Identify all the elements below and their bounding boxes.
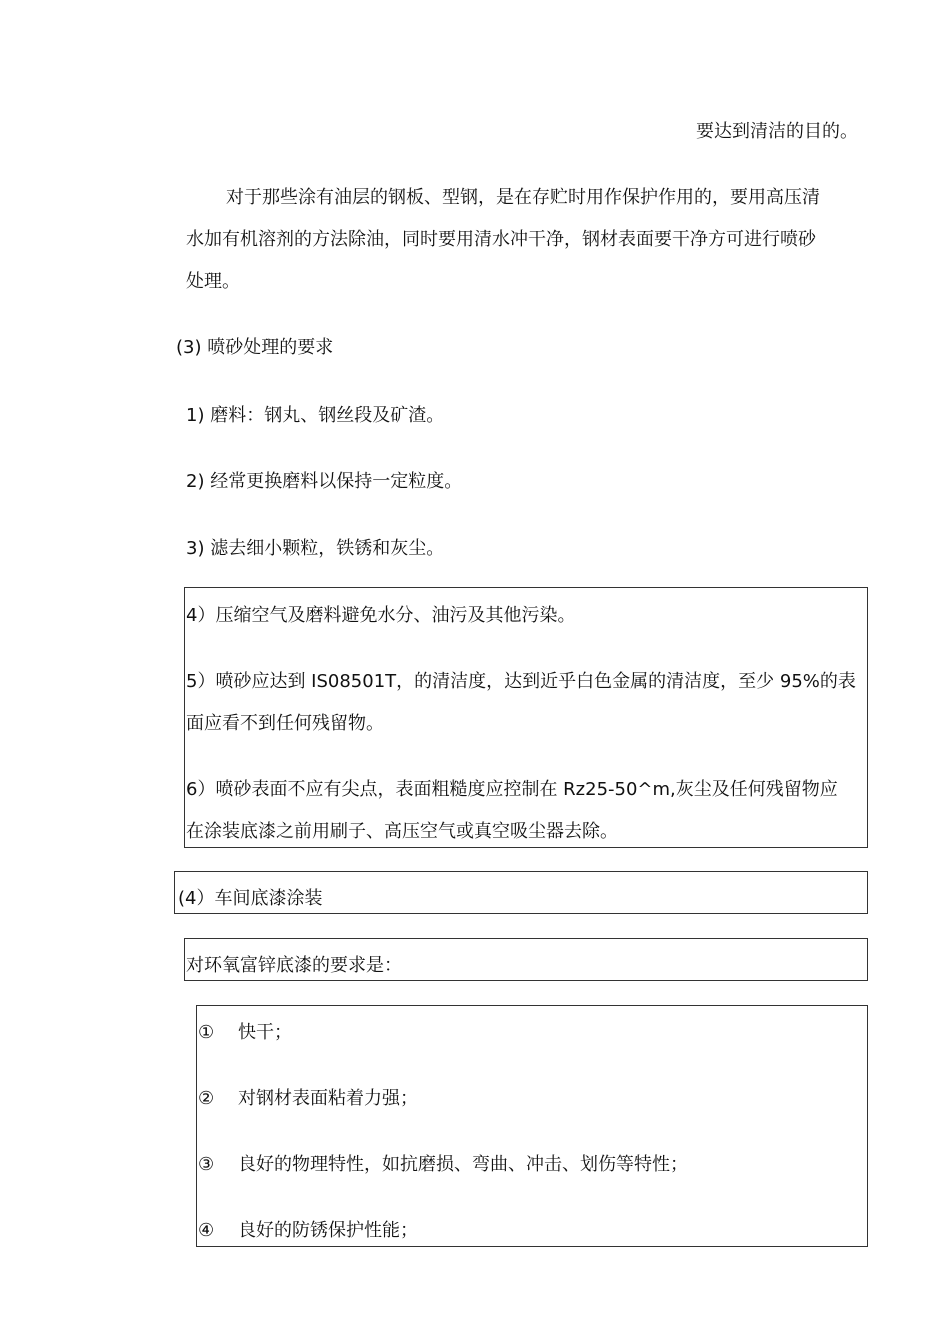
list-text: 良好的防锈保护性能； — [238, 1220, 418, 1241]
list-item — [198, 1087, 418, 1111]
requirement-item: 5）喷砂应达到 IS08501T，的清洁度，达到近乎白色金属的清洁度，至少 95%的表 — [186, 671, 856, 692]
text-line: 要达到清洁的目的。 — [696, 121, 858, 142]
requirement-item-continued: 在涂装底漆之前用刷子、高压空气或真空吸尘器去除。 — [186, 821, 618, 842]
section-heading: (4）车间底漆涂装 — [178, 888, 323, 909]
list-text: 良好的物理特性，如抗磨损、弯曲、冲击、划伤等特性； — [238, 1154, 688, 1175]
paragraph-line: 对于那些涂有油层的钢板、型钢，是在存贮时用作保护作用的，要用高压清 — [226, 187, 820, 208]
requirement-item: 1) 磨料：钢丸、钢丝段及矿渣。 — [186, 405, 445, 426]
requirement-item: 3) 滤去细小颗粒，铁锈和灰尘。 — [186, 538, 445, 559]
list-number: ④ — [198, 1220, 215, 1241]
paragraph-line: 水加有机溶剂的方法除油，同时要用清水冲干净，钢材表面要干净方可进行喷砂 — [186, 229, 816, 250]
requirement-item: 4）压缩空气及磨料避免水分、油污及其他污染。 — [186, 605, 576, 626]
list-number: ② — [198, 1088, 215, 1109]
requirement-item: 6）喷砂表面不应有尖点，表面粗糙度应控制在 Rz25-50^m,灰尘及任何残留物应 — [186, 779, 838, 800]
section-heading: (3) 喷砂处理的要求 — [176, 337, 334, 358]
list-item — [198, 1153, 688, 1177]
list-item — [198, 1021, 292, 1045]
list-number: ③ — [198, 1154, 215, 1175]
list-number: ① — [198, 1022, 215, 1043]
paragraph-line: 处理。 — [186, 271, 240, 292]
primer-requirements-box — [196, 1005, 868, 1247]
intro-text: 对环氧富锌底漆的要求是： — [186, 955, 402, 976]
list-text: 快干； — [238, 1022, 292, 1043]
requirement-item: 2) 经常更换磨料以保持一定粒度。 — [186, 471, 463, 492]
list-text: 对钢材表面粘着力强； — [238, 1088, 418, 1109]
requirement-item-continued: 面应看不到任何残留物。 — [186, 713, 384, 734]
list-item — [198, 1219, 418, 1243]
